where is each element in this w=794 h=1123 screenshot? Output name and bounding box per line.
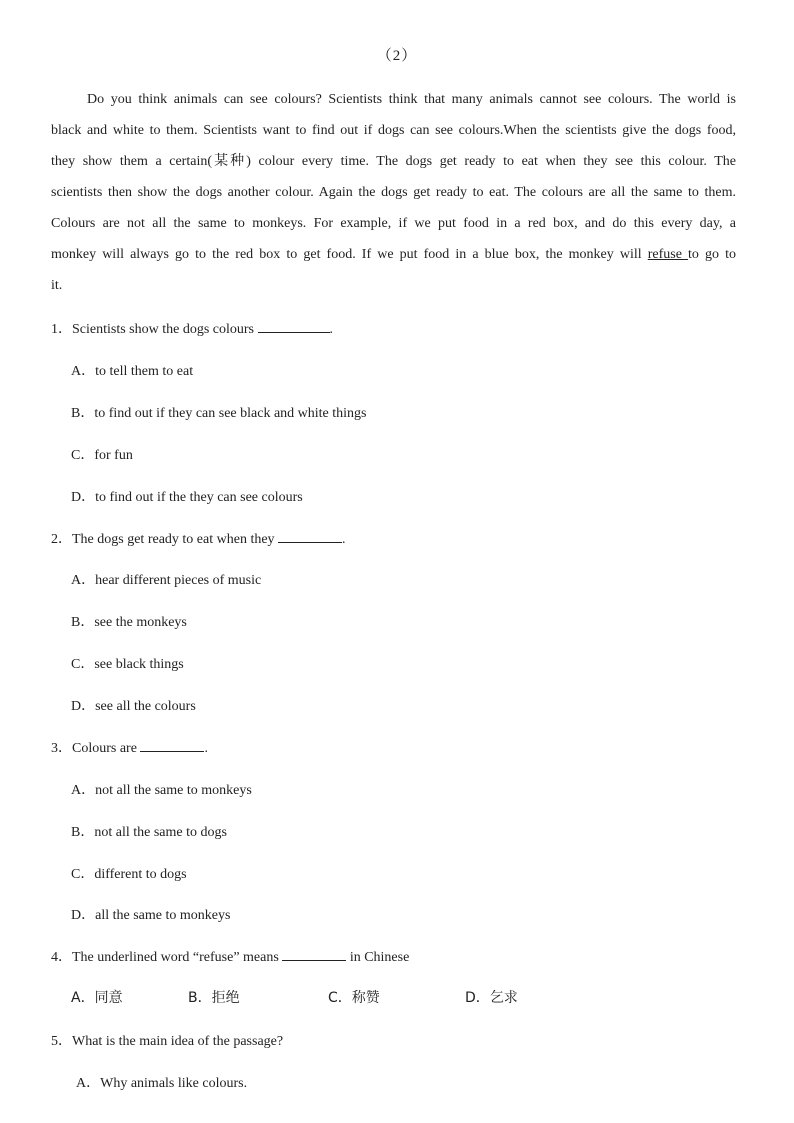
question-stem: 3．Colours are [51,741,141,756]
question-3-option-b[interactable]: B．not all the same to dogs [71,825,227,840]
question-1-option-c[interactable]: C．for fun [71,448,133,463]
question-3-option-c[interactable]: C．different to dogs [71,867,187,882]
question-stem-end: . [329,322,333,337]
question-stem: 1．Scientists show the dogs colours [51,322,258,337]
question-5 [51,1030,741,1050]
question-4-option-c[interactable]: C．称赞 [328,990,380,1006]
question-stem: 5．What is the main idea of the passage? [51,1034,284,1049]
question-2-option-c[interactable]: C．see black things [71,657,184,672]
passage-paragraph [51,84,736,301]
underlined-word: refuse [647,247,689,262]
question-4-option-b[interactable]: B．拒绝 [188,990,240,1006]
answer-blank[interactable] [258,318,330,333]
question-2 [51,528,741,548]
question-1-option-b[interactable]: B．to find out if they can see black and white things [71,406,367,421]
question-4 [51,946,741,966]
section-number: （2） [376,48,418,64]
question-2-option-a[interactable]: A．hear different pieces of music [71,573,262,588]
answer-blank[interactable] [140,737,204,752]
question-3-option-a[interactable]: A．not all the same to monkeys [71,783,252,798]
question-stem: 2．The dogs get ready to eat when they [51,532,279,547]
question-4-option-d[interactable]: D．乞求 [465,990,518,1006]
question-stem-end: . [342,532,346,547]
question-1-option-a[interactable]: A．to tell them to eat [71,364,194,379]
passage-text-end: to go to it. [51,247,736,293]
question-stem-end: . [204,741,208,756]
question-5-option-a[interactable]: A．Why animals like colours. [76,1076,248,1091]
passage-text: Do you think animals can see colours? Scientists think that many animals cannot see colours. The world is black and white to them. Scientists want to find out if dogs can see colours.When the scientists give the dogs food, they show them a certain(某种) colour every time. The dogs get ready to eat when they see this colour. The scientists then show the dogs another colour. Again the dogs get ready to eat. The colours are all the same to them. Colours are not all the same to monkeys. For example, if we put food in a red box, and do this every day, a monkey will always go to the red box to get food. If we put food in a blue box, the monkey will [51,92,736,262]
question-3 [51,737,741,757]
question-2-option-d[interactable]: D．see all the colours [71,699,196,714]
question-3-option-d[interactable]: D．all the same to monkeys [71,908,231,923]
question-stem: 4．The underlined word “refuse” means [51,950,283,965]
question-1-option-d[interactable]: D．to find out if the they can see colours [71,490,303,505]
question-4-options [71,987,731,1011]
question-1 [51,318,741,338]
answer-blank[interactable] [278,528,342,543]
question-4-option-a[interactable]: A．同意 [71,990,123,1006]
answer-blank[interactable] [282,946,346,961]
question-2-option-b[interactable]: B．see the monkeys [71,615,187,630]
question-stem-end: in Chinese [346,950,410,965]
reading-passage [51,84,736,301]
